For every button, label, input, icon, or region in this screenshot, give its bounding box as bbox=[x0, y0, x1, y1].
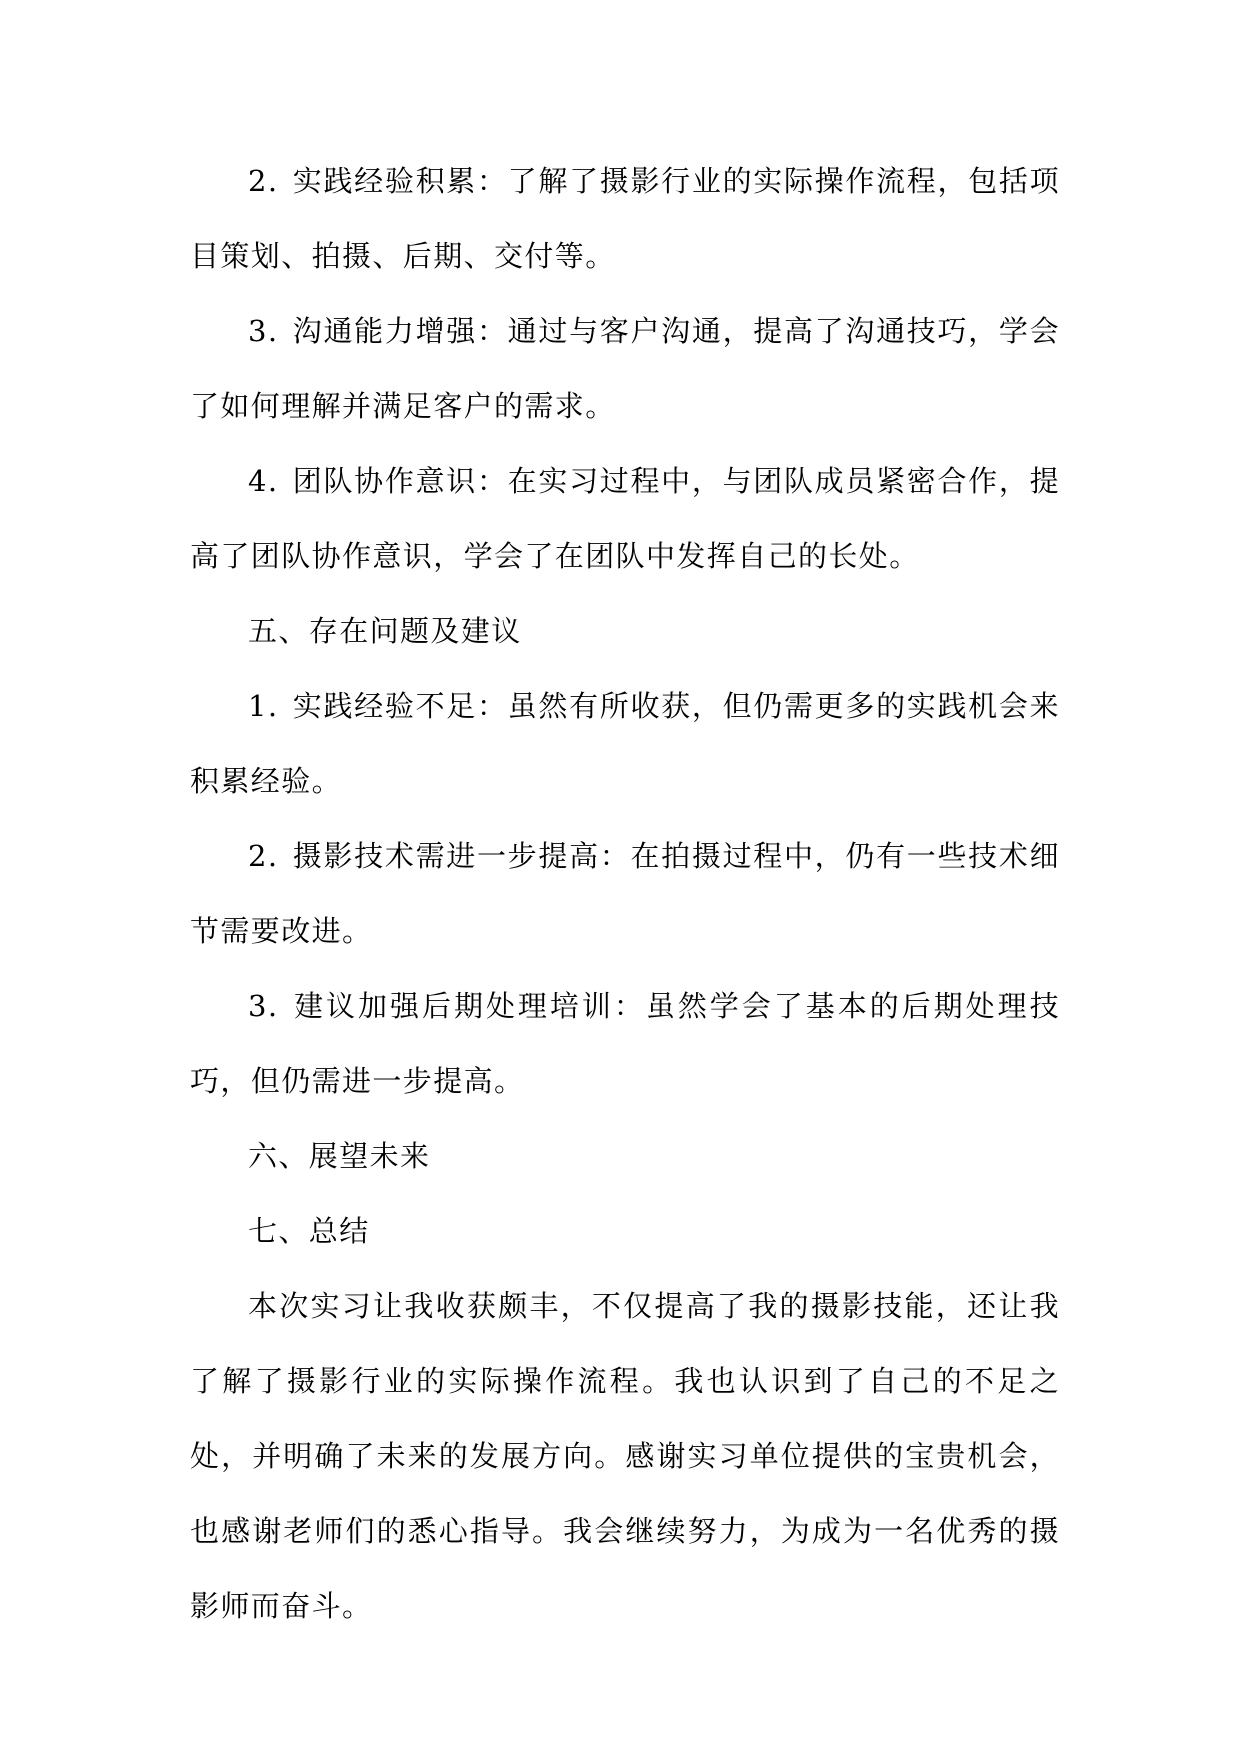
paragraph-text: 建议加强后期处理培训：虽然学会了基本的后期处理技巧，但仍需进一步提高。 bbox=[190, 989, 1060, 1098]
paragraph-text: 摄影技术需进一步提高：在拍摄过程中，仍有一些技术细节需要改进。 bbox=[190, 839, 1060, 948]
paragraph-practice-experience bbox=[190, 144, 1060, 294]
list-number: 2. bbox=[248, 164, 279, 198]
list-number: 3. bbox=[248, 314, 279, 348]
document-body bbox=[190, 144, 1060, 1644]
paragraph-text: 实践经验积累：了解了摄影行业的实际操作流程，包括项目策划、拍摄、后期、交付等。 bbox=[190, 164, 1060, 273]
paragraph-text: 实践经验不足：虽然有所收获，但仍需更多的实践机会来积累经验。 bbox=[190, 689, 1060, 798]
section-heading-problems bbox=[190, 594, 1060, 669]
paragraph-communication bbox=[190, 294, 1060, 444]
section-heading-summary bbox=[190, 1194, 1060, 1269]
list-number: 4. bbox=[248, 464, 279, 498]
paragraph-post-processing bbox=[190, 969, 1060, 1119]
section-heading-outlook bbox=[190, 1119, 1060, 1194]
paragraph-text: 沟通能力增强：通过与客户沟通，提高了沟通技巧，学会了如何理解并满足客户的需求。 bbox=[190, 314, 1060, 423]
heading-text: 六、展望未来 bbox=[248, 1139, 431, 1173]
paragraph-text: 团队协作意识：在实习过程中，与团队成员紧密合作，提高了团队协作意识，学会了在团队中发挥自己的长处。 bbox=[190, 464, 1060, 573]
paragraph-summary bbox=[190, 1269, 1060, 1644]
heading-text: 七、总结 bbox=[248, 1214, 370, 1248]
heading-text: 五、存在问题及建议 bbox=[248, 614, 522, 648]
list-number: 2. bbox=[248, 839, 279, 873]
list-number: 1. bbox=[248, 689, 279, 723]
paragraph-lack-experience bbox=[190, 669, 1060, 819]
list-number: 3. bbox=[248, 989, 279, 1023]
paragraph-text: 本次实习让我收获颇丰，不仅提高了我的摄影技能，还让我了解了摄影行业的实际操作流程。我也认识到了自己的不足之处，并明确了未来的发展方向。感谢实习单位提供的宝贵机会，也感谢老师们的悉心指导。我会继续努力，为成为一名优秀的摄影师而奋斗。 bbox=[190, 1289, 1060, 1623]
paragraph-teamwork bbox=[190, 444, 1060, 594]
paragraph-improve-technique bbox=[190, 819, 1060, 969]
